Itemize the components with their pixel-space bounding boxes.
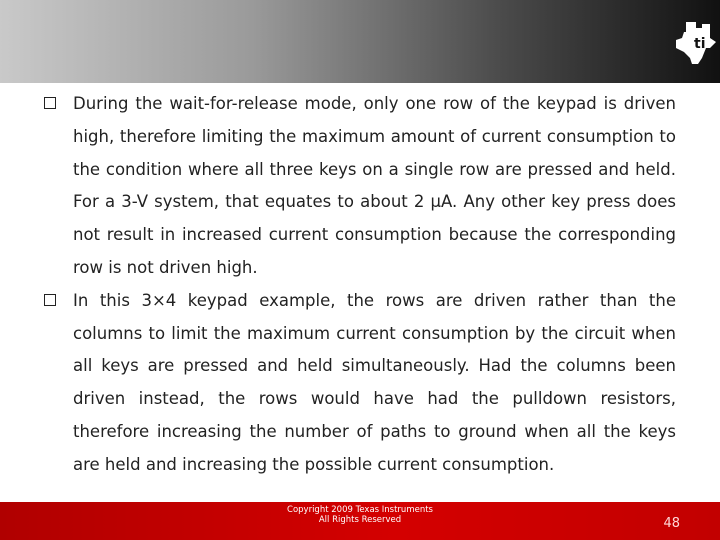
slide-body [44,88,676,482]
copyright-line: Copyright 2009 Texas Instruments [287,505,433,515]
page-number: 48 [663,516,680,531]
copyright-notice [0,505,720,525]
bullet-item [44,285,676,482]
rights-line: All Rights Reserved [318,515,402,525]
slide-header-bar [0,0,720,83]
bullet-item [44,88,676,285]
bullet-text: During the wait-for-release mode, only one row of the keypad is driven high, therefore limiting the maximum amount of current consumption to the condition where all three keys on a single row are pressed and held. For a 3-V system, that equates to about 2 µA. Any other key press does not result in increased current consumption because the corresponding row is not driven high. [73,94,676,277]
bullet-text: In this 3×4 keypad example, the rows are driven rather than the columns to limit the maximum current consumption by the circuit when all keys are pressed and held simultaneously. Had the columns been driven instead, the rows would have had the pulldown resistors, therefore increasing the number of paths to ground when all the keys are held and increasing the possible current consumption. [73,290,676,474]
svg-text:ti: ti [694,36,706,52]
ti-logo-icon [672,18,718,66]
checkbox-bullet-icon [44,294,56,306]
checkbox-bullet-icon [44,97,56,109]
